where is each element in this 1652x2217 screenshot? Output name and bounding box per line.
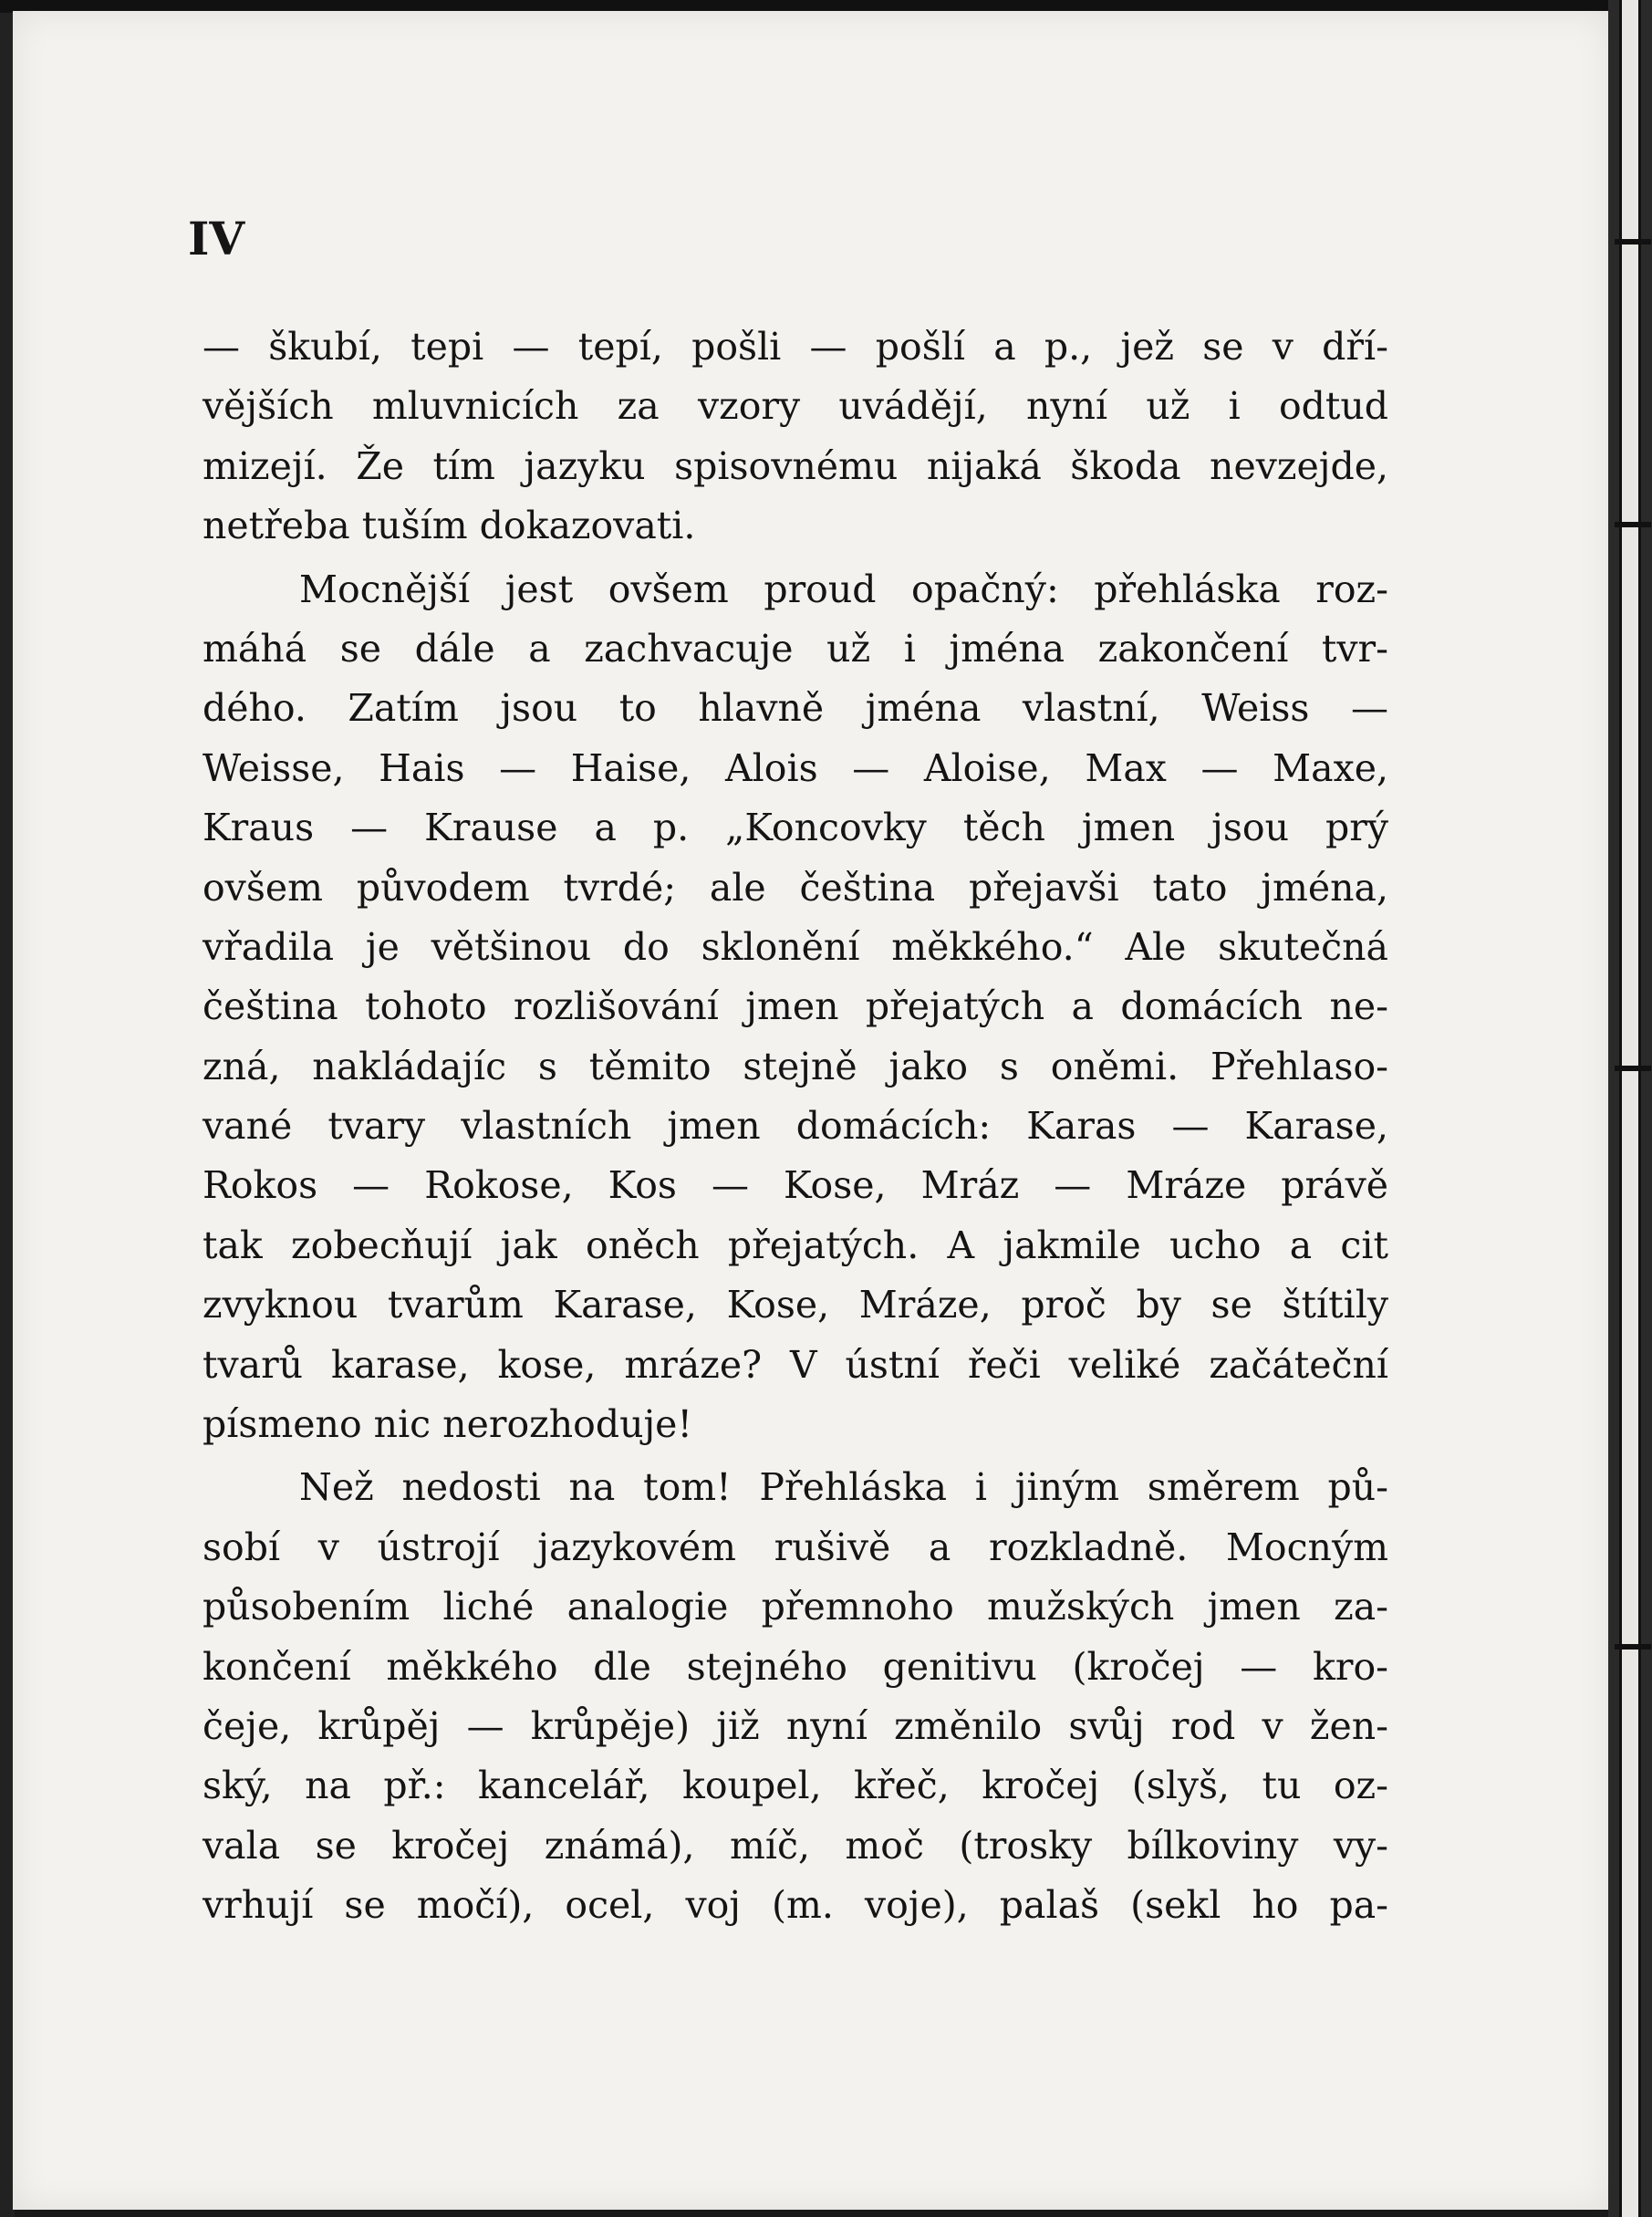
page-number: IV	[188, 212, 245, 265]
paragraph	[203, 560, 1388, 1455]
text-line: vala se kročej známá), míč, moč (trosky bílkoviny vy-	[203, 1823, 1388, 1868]
spine-binding	[1619, 0, 1641, 2217]
text-line: vřadila je většinou do sklonění měkkého.“ Ale skutečná	[203, 924, 1388, 969]
text-line: zná, nakládajíc s těmito stejně jako s oněmi. Přehlaso-	[203, 1044, 1388, 1088]
text-line: Mocnější jest ovšem proud opačný: přehláska roz-	[299, 567, 1388, 611]
body-text	[203, 317, 1388, 1936]
binding-stitch	[1615, 522, 1651, 527]
text-line: tvarů karase, kose, mráze? V ústní řeči veliké začáteční	[203, 1342, 1388, 1387]
text-line: ský, na př.: kancelář, koupel, křeč, kročej (slyš, tu oz-	[203, 1764, 1388, 1808]
paragraph	[203, 317, 1388, 557]
text-line: vané tvary vlastních jmen domácích: Karas — Karase,	[203, 1104, 1388, 1149]
text-line: končení měkkého dle stejného genitivu (kročej — kro-	[203, 1644, 1388, 1689]
text-line: působením liché analogie přemnoho mužských jmen za-	[203, 1585, 1388, 1629]
text-line: — škubí, tepi — tepí, pošli — pošlí a p., jež se v dří-	[203, 325, 1388, 369]
text-line: sobí v ústrojí jazykovém rušivě a rozkladně. Mocným	[203, 1525, 1388, 1569]
book-spine	[1608, 0, 1652, 2217]
text-line: Rokos — Rokose, Kos — Kose, Mráz — Mráze právě	[203, 1163, 1388, 1208]
binding-stitch	[1615, 1066, 1651, 1071]
binding-stitch	[1615, 1644, 1651, 1650]
text-line: máhá se dále a zachvacuje už i jména zakončení tvr-	[203, 626, 1388, 671]
text-line: ovšem původem tvrdé; ale čeština přejavši tato jména,	[203, 865, 1388, 910]
text-line: písmeno nic nerozhoduje!	[203, 1402, 692, 1447]
paragraph	[203, 1458, 1388, 1935]
text-line: mizejí. Že tím jazyku spisovnému nijaká škoda nevzejde,	[203, 443, 1388, 488]
text-line: tak zobecňují jak oněch přejatých. A jakmile ucho a cit	[203, 1223, 1388, 1267]
binding-stitch	[1615, 239, 1651, 245]
text-line: čeje, krůpěj — krůpěje) již nyní změnilo svůj rod v žen-	[203, 1703, 1388, 1748]
text-line: Než nedosti na tom! Přehláska i jiným směrem pů-	[299, 1465, 1388, 1510]
text-line: vrhují se močí), ocel, voj (m. voje), palaš (sekl ho pa-	[203, 1883, 1388, 1928]
text-line: Weisse, Hais — Haise, Alois — Aloise, Max — Maxe,	[203, 745, 1388, 790]
text-line: vějších mluvnicích za vzory uvádějí, nyní už i odtud	[203, 384, 1388, 429]
text-line: čeština tohoto rozlišování jmen přejatých a domácích ne-	[203, 984, 1388, 1029]
text-line: netřeba tuším dokazovati.	[203, 504, 696, 548]
text-line: Kraus — Krause a p. „Koncovky těch jmen jsou prý	[203, 806, 1388, 850]
text-line: zvyknou tvarům Karase, Kose, Mráze, proč by se štítily	[203, 1283, 1388, 1327]
text-line: dého. Zatím jsou to hlavně jména vlastní, Weiss —	[203, 686, 1388, 731]
